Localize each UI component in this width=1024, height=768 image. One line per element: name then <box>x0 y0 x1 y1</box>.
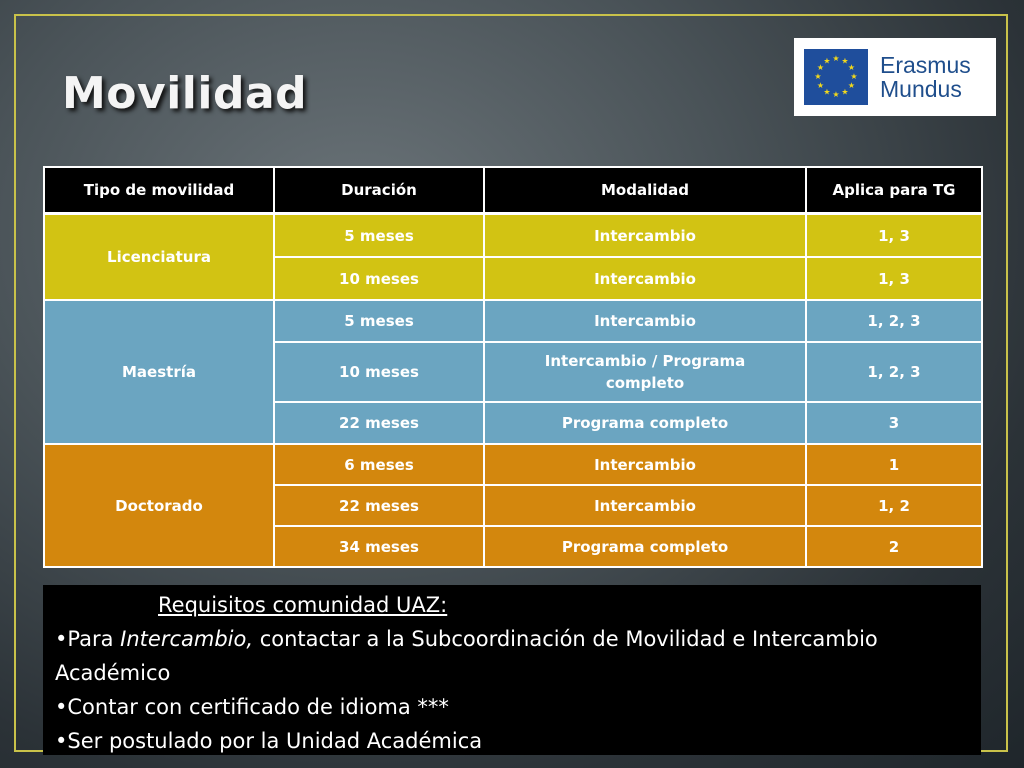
modality-cell: Programa completo <box>484 526 806 567</box>
svg-text:★: ★ <box>832 90 840 99</box>
header-duracion: Duración <box>274 167 484 214</box>
modality-cell: Intercambio <box>484 257 806 300</box>
duration-cell: 5 meses <box>274 300 484 342</box>
duration-cell: 6 meses <box>274 444 484 485</box>
duration-cell: 34 meses <box>274 526 484 567</box>
modality-cell: Intercambio / Programa completo <box>484 342 806 402</box>
requirement-item-2: •Contar con certificado de idioma *** <box>55 695 449 719</box>
svg-text:★: ★ <box>841 87 849 97</box>
type-cell-licenciatura: Licenciatura <box>44 214 274 301</box>
header-tipo: Tipo de movilidad <box>44 167 274 214</box>
logo-line-2: Mundus <box>880 76 962 102</box>
table-row <box>44 214 982 258</box>
type-cell-maestria: Maestría <box>44 300 274 444</box>
duration-cell: 5 meses <box>274 214 484 258</box>
requirement-item-1 <box>55 622 971 690</box>
svg-text:★: ★ <box>850 72 858 81</box>
duration-cell: 22 meses <box>274 402 484 444</box>
tg-cell: 1, 2, 3 <box>806 300 982 342</box>
tg-cell: 1, 3 <box>806 214 982 258</box>
logo-wordmark <box>880 53 971 101</box>
duration-cell: 10 meses <box>274 342 484 402</box>
modality-cell: Intercambio <box>484 444 806 485</box>
slide-title: Movilidad <box>62 68 308 119</box>
modality-cell: Intercambio <box>484 214 806 258</box>
requirement-item-3: •Ser postulado por la Unidad Académica <box>55 729 483 753</box>
table-row <box>44 300 982 342</box>
tg-cell: 1, 3 <box>806 257 982 300</box>
tg-cell: 1, 2, 3 <box>806 342 982 402</box>
modality-cell: Intercambio <box>484 485 806 526</box>
duration-cell: 10 meses <box>274 257 484 300</box>
table-header-row <box>44 167 982 214</box>
svg-text:★: ★ <box>823 56 831 66</box>
erasmus-mundus-logo <box>794 38 996 116</box>
svg-text:★: ★ <box>847 63 856 72</box>
tg-cell: 2 <box>806 526 982 567</box>
type-cell-doctorado: Doctorado <box>44 444 274 567</box>
svg-text:★: ★ <box>847 81 856 90</box>
modality-cell: Programa completo <box>484 402 806 444</box>
svg-text:★: ★ <box>823 87 831 97</box>
tg-cell: 1, 2 <box>806 485 982 526</box>
modality-cell: Intercambio <box>484 300 806 342</box>
table-row <box>44 444 982 485</box>
header-aplica-tg: Aplica para TG <box>806 167 982 214</box>
svg-text:★: ★ <box>841 56 849 66</box>
eu-flag-icon <box>804 49 868 105</box>
requirement-1-prefix: •Para <box>55 627 121 651</box>
header-modalidad: Modalidad <box>484 167 806 214</box>
svg-text:★: ★ <box>832 54 840 63</box>
svg-text:★: ★ <box>816 81 825 90</box>
requirement-1-italic: Intercambio, <box>120 627 254 651</box>
requirement-1-rest: contactar a la Subcoordinación de Movilidad e Intercambio Académico <box>55 627 878 685</box>
svg-text:★: ★ <box>816 63 825 72</box>
requirements-title: Requisitos comunidad UAZ: <box>158 593 448 617</box>
requirements-box <box>43 585 981 755</box>
svg-text:★: ★ <box>814 72 822 81</box>
mobility-table <box>43 166 983 568</box>
logo-line-1: Erasmus <box>880 52 971 78</box>
tg-cell: 1 <box>806 444 982 485</box>
duration-cell: 22 meses <box>274 485 484 526</box>
tg-cell: 3 <box>806 402 982 444</box>
